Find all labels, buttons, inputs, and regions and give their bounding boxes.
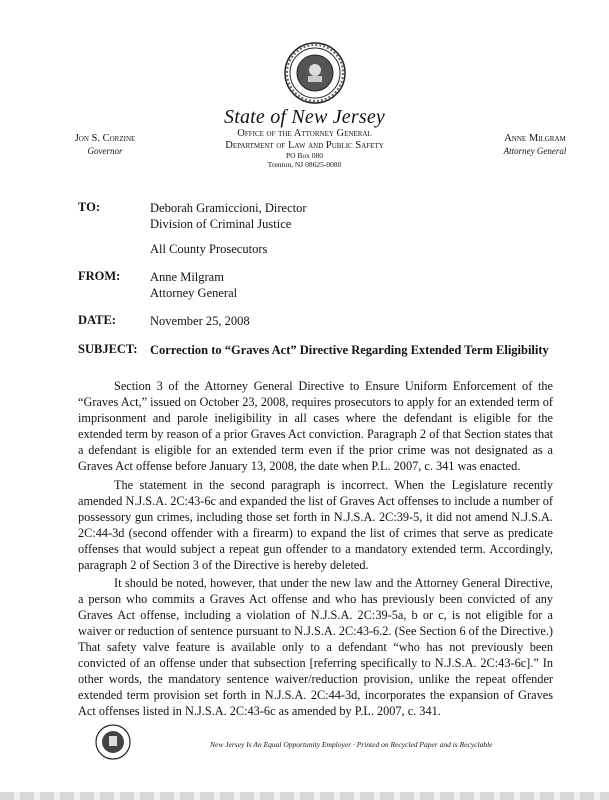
footer-text: New Jersey Is An Equal Opportunity Employer · Printed on Recycled Paper and is Recyclable xyxy=(210,740,493,749)
to-recipients xyxy=(150,200,307,232)
city-address: Trenton, NJ 08625-0080 xyxy=(267,160,342,169)
attorney-general-block xyxy=(470,132,600,158)
scan-edge xyxy=(0,792,609,800)
department-name: Department of Law and Public Safety xyxy=(225,139,384,151)
to-line-2: Division of Criminal Justice xyxy=(150,217,292,231)
governor-title: Governor xyxy=(87,146,123,156)
body-paragraph-3-text: It should be noted, however, that under the new law and the Attorney General Directive, a person who commits a Graves Act offense and who has previously been convicted of any Graves Act offense, including a violation of N.J.S.A. 2C:39-5a, b or c, is not eligible for a waiver or reduction of sentence pursuant to N.J.S.A. 2C:43-6.2. (See Section 6 of the Directive.) That safety valve feature is available only to a defendant “who has not previously been convicted of an offense under that subsection [referring specifically to N.J.S.A. 2C:43-6c].” In other words, the mandatory sentence waiver/reduction provision, unlike the repeat offender extended term provision set forth in N.J.S.A. 2C:44-3d, incorporates the expansion of Graves Act offenses listed in N.J.S.A. 2C:43-6c as amended by P.L. 2007, c. 341. xyxy=(78,576,554,718)
to-line-3: All County Prosecutors xyxy=(150,242,268,256)
body-paragraph-1-text: Section 3 of the Attorney General Directive to Ensure Uniform Enforcement of the “Graves Act,” issued on October 23, 2008, requires prosecutors to apply for an extended term of imprisonment and parole ineligibility in all cases where the defendant is eligible for the extended term by reason of a prior Graves Act conviction. Paragraph 2 of that Section states that a defendant is eligible for an extended term even if the prior crime was not designated as a Graves Act offense before January 13, 2008, the date when P.L. 2007, c. 341 was enacted. xyxy=(78,379,553,473)
governor-name: Jon S. Corzine xyxy=(74,133,136,144)
from-line-2: Attorney General xyxy=(150,286,238,300)
date-label: DATE: xyxy=(78,313,116,327)
state-seal-icon xyxy=(284,42,346,104)
from-sender xyxy=(150,269,237,301)
from-line-1: Anne Milgram xyxy=(150,270,224,284)
po-box: PO Box 080 xyxy=(285,151,324,160)
subject-label: SUBJECT: xyxy=(78,342,138,356)
from-label: FROM: xyxy=(78,269,121,283)
office-name: Office of the Attorney General xyxy=(237,128,372,139)
body-paragraph-2 xyxy=(78,477,553,573)
body-paragraph-2-text: The statement in the second paragraph is incorrect. When the Legislature recently amended N.J.S.A. 2C:43-6c and expanded the list of Graves Act offenses to include a number of possessory gun crimes, including those set forth in N.J.S.A. 2C:39-5, it did not amend N.J.S.A. 2C:44-3d (second offender with a firearm) to expand the list of crimes that serve as predicate offenses that would subject a repeat gun offender to a mandatory extended term. Accordingly, paragraph 2 of Section 3 of the Directive is hereby deleted. xyxy=(78,478,553,572)
body-paragraph-1 xyxy=(78,378,553,474)
subject-value: Correction to “Graves Act” Directive Regarding Extended Term Eligibility xyxy=(150,343,549,357)
date-value: November 25, 2008 xyxy=(150,314,250,328)
state-title: State of New Jersey xyxy=(224,106,385,128)
body-paragraph-3 xyxy=(78,575,553,719)
to-line-1: Deborah Gramiccioni, Director xyxy=(150,201,307,215)
footer-seal-icon xyxy=(95,724,131,760)
attorney-general-name: Anne Milgram xyxy=(504,133,566,144)
governor-block xyxy=(40,132,170,158)
to-label: TO: xyxy=(78,200,100,214)
attorney-general-title: Attorney General xyxy=(503,146,567,156)
